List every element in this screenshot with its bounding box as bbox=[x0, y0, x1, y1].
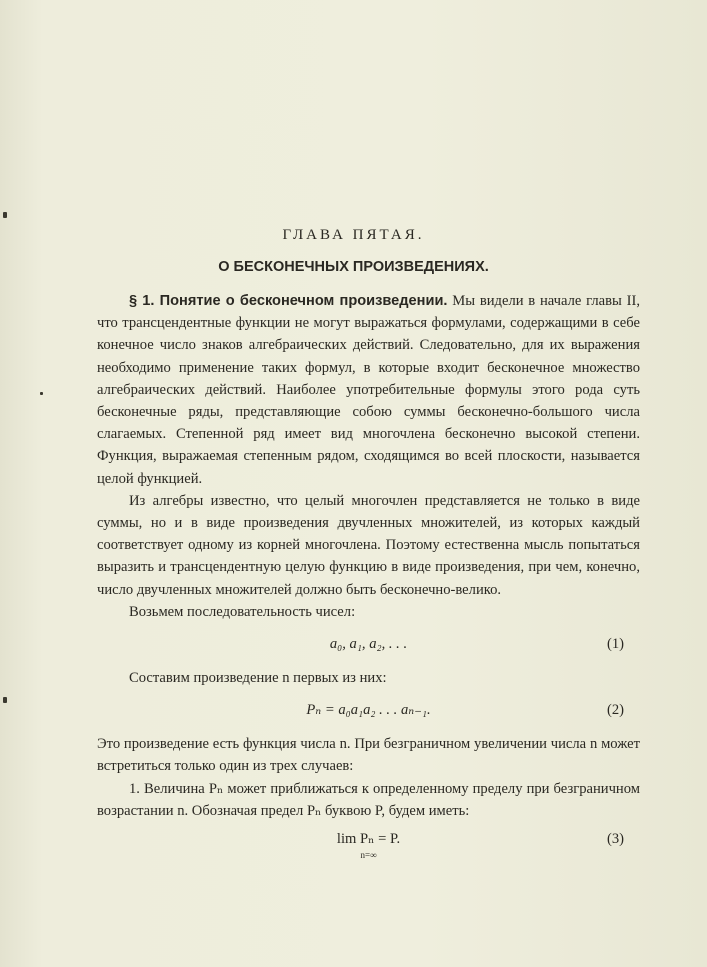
paragraph-5: Это произведение есть функция числа n. При безграничном увеличении числа n может встретиться только один из трех случаев: bbox=[97, 736, 640, 775]
paragraph-6: 1. Величина Pₙ может приближаться к определенному пределу при безграничном возрастании n. Обозначая предел Pₙ буквою P, будем иметь: bbox=[97, 780, 640, 819]
formula-3-number: (3) bbox=[606, 831, 624, 848]
formula-1-number: (1) bbox=[606, 636, 624, 653]
formula-3-limit-subscript: n=∞ bbox=[360, 850, 377, 861]
section-label: § 1. Понятие о бесконечном произведении. bbox=[129, 293, 448, 309]
binding-mark bbox=[3, 697, 7, 703]
formula-3-expression: lim Pₙ = P. bbox=[336, 831, 401, 848]
formula-2 bbox=[97, 689, 640, 733]
bleed-through-text bbox=[150, 30, 667, 96]
binding-mark bbox=[40, 392, 43, 395]
paragraph-2: Из алгебры известно, что целый многочлен представляется не только в виде суммы, но и в виде произведения двучленных множителей, из которых каждый соответствует одному из корней многочлена. Поэтому естественна мысль попытаться выразить и трансцендентную целую функцию в виде произведения, при чем, конечно, число двучленных множителей должно быть бесконечно-велико. bbox=[97, 492, 640, 598]
paragraph-1 bbox=[97, 290, 640, 490]
paragraph-1-text: Мы видели в начале главы II, что трансцендентные функции не могут выражаться формулами, содержащими в себе конечное число знаков алгебраических действий. Следовательно, для их выражения необходимо применение таких формул, в которые входит бесконечное множество алгебраических действий. Наиболее употребительные формулы этого рода суть бесконечные ряды, представляющие собою суммы бесконечно-большого числа слагаемых. Степенной ряд имеет вид многочлена бесконечно высокой степени. Функция, выражаемая степенным рядом, сходящимся во всей плоскости, называется целой функцией. bbox=[97, 293, 640, 487]
formula-3 bbox=[97, 822, 640, 866]
chapter-heading: О БЕСКОНЕЧНЫХ ПРОИЗВЕДЕНИЯХ. bbox=[218, 259, 489, 275]
formula-2-number: (2) bbox=[606, 702, 624, 719]
formula-1 bbox=[97, 623, 640, 667]
paragraph-4: Составим произведение n первых из них: bbox=[129, 670, 387, 687]
chapter-title: ГЛАВА ПЯТАЯ. bbox=[282, 227, 425, 243]
formula-1-expression: a₀, a₁, a₂, . . . bbox=[329, 636, 408, 653]
body-text bbox=[97, 290, 640, 866]
formula-2-expression: Pₙ = a₀a₁a₂ . . . aₙ₋₁. bbox=[306, 702, 431, 719]
paragraph-3: Возьмем последовательность чисел: bbox=[129, 603, 356, 620]
binding-mark bbox=[3, 212, 7, 218]
